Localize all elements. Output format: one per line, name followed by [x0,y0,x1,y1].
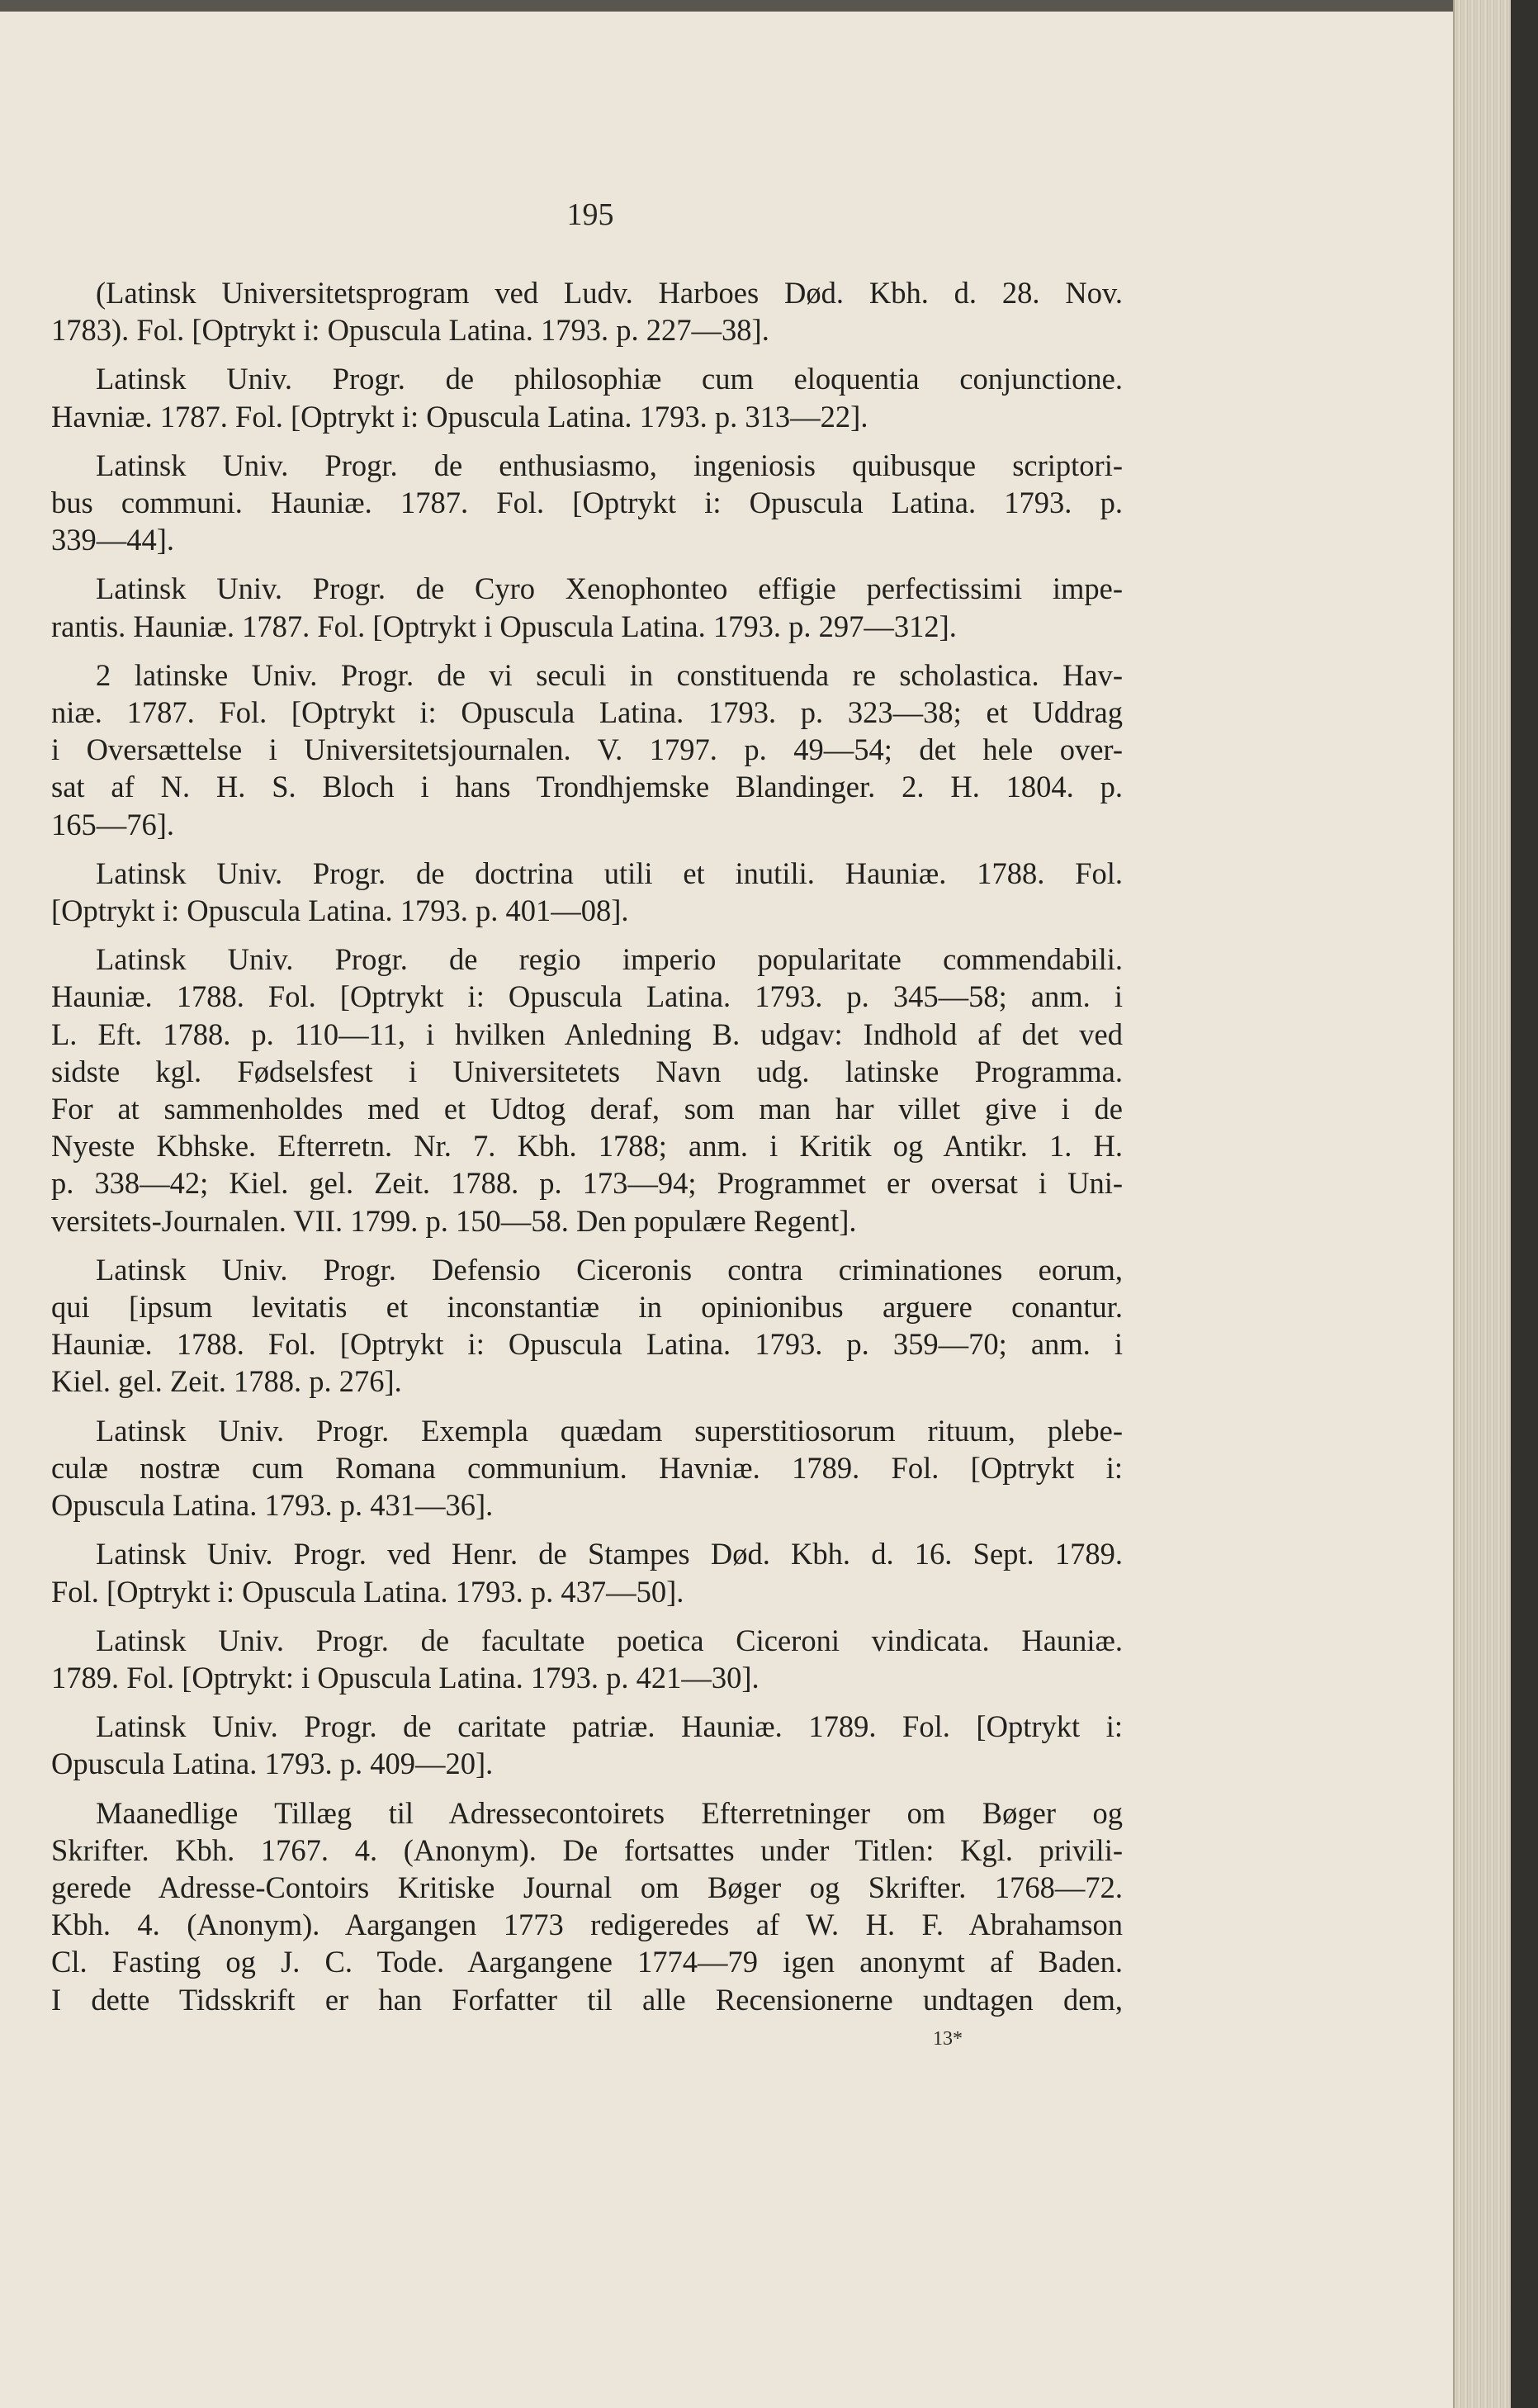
text-line: qui [ipsum levitatis et inconstantiæ in opinionibus arguere conantur. [51,1290,1123,1325]
text-line: Latinsk Univ. Progr. ved Henr. de Stampes Død. Kbh. d. 16. Sept. 1789. [96,1537,1123,1571]
text-line: L. Eft. 1788. p. 110—11, i hvilken Anledning B. udgav: Indhold af det ved [51,1017,1123,1051]
text-line: Cl. Fasting og J. C. Tode. Aargangene 1774—79 igen anonymt af Baden. [51,1945,1123,1979]
text-line: Hauniæ. 1788. Fol. [Optrykt i: Opuscula Latina. 1793. p. 345—58; anm. i [51,979,1123,1014]
page-number: 195 [566,197,614,232]
text-line: Latinsk Univ. Progr. de enthusiasmo, ingeniosis quibusque scriptori- [96,448,1123,482]
bibliography-entry [51,1251,1123,1401]
text-line: Latinsk Univ. Progr. de Cyro Xenophonteo effigie perfectissimi impe- [96,571,1123,606]
text-line: Fol. [Optrykt i: Opuscula Latina. 1793. p. 437—50]. [51,1574,684,1609]
text-line: Latinsk Univ. Progr. de doctrina utili et inutili. Hauniæ. 1788. Fol. [96,856,1123,890]
text-line: sidste kgl. Fødselsfest i Universitetets Navn udg. latinske Programma. [51,1054,1123,1088]
text-line: Latinsk Univ. Progr. de philosophiæ cum eloquentia conjunctione. [96,362,1123,396]
bibliography-entry [51,447,1123,559]
text-line: bus communi. Hauniæ. 1787. Fol. [Optrykt i: Opuscula Latina. 1793. p. [51,486,1123,520]
text-line: Latinsk Univ. Progr. Defensio Ciceronis contra criminationes eorum, [96,1252,1123,1287]
text-line: Opuscula Latina. 1793. p. 409—20]. [51,1747,494,1781]
text-line: Latinsk Univ. Progr. de facultate poetica Ciceroni vindicata. Hauniæ. [96,1623,1123,1657]
text-line: sat af N. H. S. Bloch i hans Trondhjemske Blandinger. 2. H. 1804. p. [51,770,1123,804]
text-line: gerede Adresse-Contoirs Kritiske Journal om Bøger og Skrifter. 1768—72. [51,1870,1123,1904]
bibliography-entry [51,1708,1123,1782]
text-line: I dette Tidsskrift er han Forfatter til alle Recensionerne undtagen dem, [51,1982,1123,2017]
text-line: Latinsk Univ. Progr. de regio imperio popularitate commendabili. [96,942,1123,977]
text-line: 339—44]. [51,523,175,557]
bibliography-entry [51,1794,1123,2018]
text-line: Kbh. 4. (Anonym). Aargangen 1773 redigeredes af W. H. F. Abrahamson [51,1908,1123,1942]
text-line: 165—76]. [51,807,175,841]
text-line: [Optrykt i: Opuscula Latina. 1793. p. 401—08]. [51,894,629,928]
text-line: rantis. Hauniæ. 1787. Fol. [Optrykt i Opuscula Latina. 1793. p. 297—312]. [51,609,957,643]
text-line: Nyeste Kbhske. Efterretn. Nr. 7. Kbh. 1788; anm. i Kritik og Antikr. 1. H. [51,1129,1123,1164]
text-line: i Oversættelse i Universitetsjournalen. V. 1797. p. 49—54; det hele over- [51,732,1123,767]
bibliography-entry [51,570,1123,644]
text-line: 2 latinske Univ. Progr. de vi seculi in constituenda re scholastica. Hav- [96,657,1123,692]
text-line: Hauniæ. 1788. Fol. [Optrykt i: Opuscula Latina. 1793. p. 359—70; anm. i [51,1327,1123,1362]
bibliography-entry [51,855,1123,929]
text-line: Havniæ. 1787. Fol. [Optrykt i: Opuscula Latina. 1793. p. 313—22]. [51,399,868,434]
text-line: 1783). Fol. [Optrykt i: Opuscula Latina. 1793. p. 227—38]. [51,313,769,348]
page-edge [1453,0,1512,2408]
text-line: (Latinsk Universitetsprogram ved Ludv. Harboes Død. Kbh. d. 28. Nov. [96,276,1123,310]
text-line: Opuscula Latina. 1793. p. 431—36]. [51,1488,494,1523]
text-line: culæ nostræ cum Romana communium. Havniæ. 1789. Fol. [Optrykt i: [51,1450,1123,1485]
text-line: Maanedlige Tillæg til Adressecontoirets Efterretninger om Bøger og [96,1795,1123,1830]
signature-mark: 13* [933,2028,963,2050]
bibliography-entry [51,941,1123,1240]
text-line: Latinsk Univ. Progr. Exempla quædam superstitiosorum rituum, plebe- [96,1413,1123,1448]
bibliography-entry [51,360,1123,434]
text-line: niæ. 1787. Fol. [Optrykt i: Opuscula Latina. 1793. p. 323—38; et Uddrag [51,695,1123,730]
book-edge-shadow [1511,0,1538,2408]
bibliography-entry [51,1622,1123,1696]
text-line: Kiel. gel. Zeit. 1788. p. 276]. [51,1364,402,1399]
text-line: Latinsk Univ. Progr. de caritate patriæ. Hauniæ. 1789. Fol. [Optrykt i: [96,1709,1123,1744]
text-line: Skrifter. Kbh. 1767. 4. (Anonym). De fortsattes under Titlen: Kgl. privili- [51,1832,1123,1867]
text-line: versitets-Journalen. VII. 1799. p. 150—58. Den populære Regent]. [51,1203,857,1238]
text-line: p. 338—42; Kiel. gel. Zeit. 1788. p. 173—94; Programmet er oversat i Uni- [51,1166,1123,1201]
text-line: For at sammenholdes med et Udtog deraf, som man har villet give i de [51,1092,1123,1126]
page-text [51,274,1123,2030]
bibliography-entry [51,657,1123,843]
bibliography-entry [51,274,1123,348]
text-line: 1789. Fol. [Optrykt: i Opuscula Latina. 1793. p. 421—30]. [51,1660,760,1695]
bibliography-entry [51,1412,1123,1524]
bibliography-entry [51,1535,1123,1609]
